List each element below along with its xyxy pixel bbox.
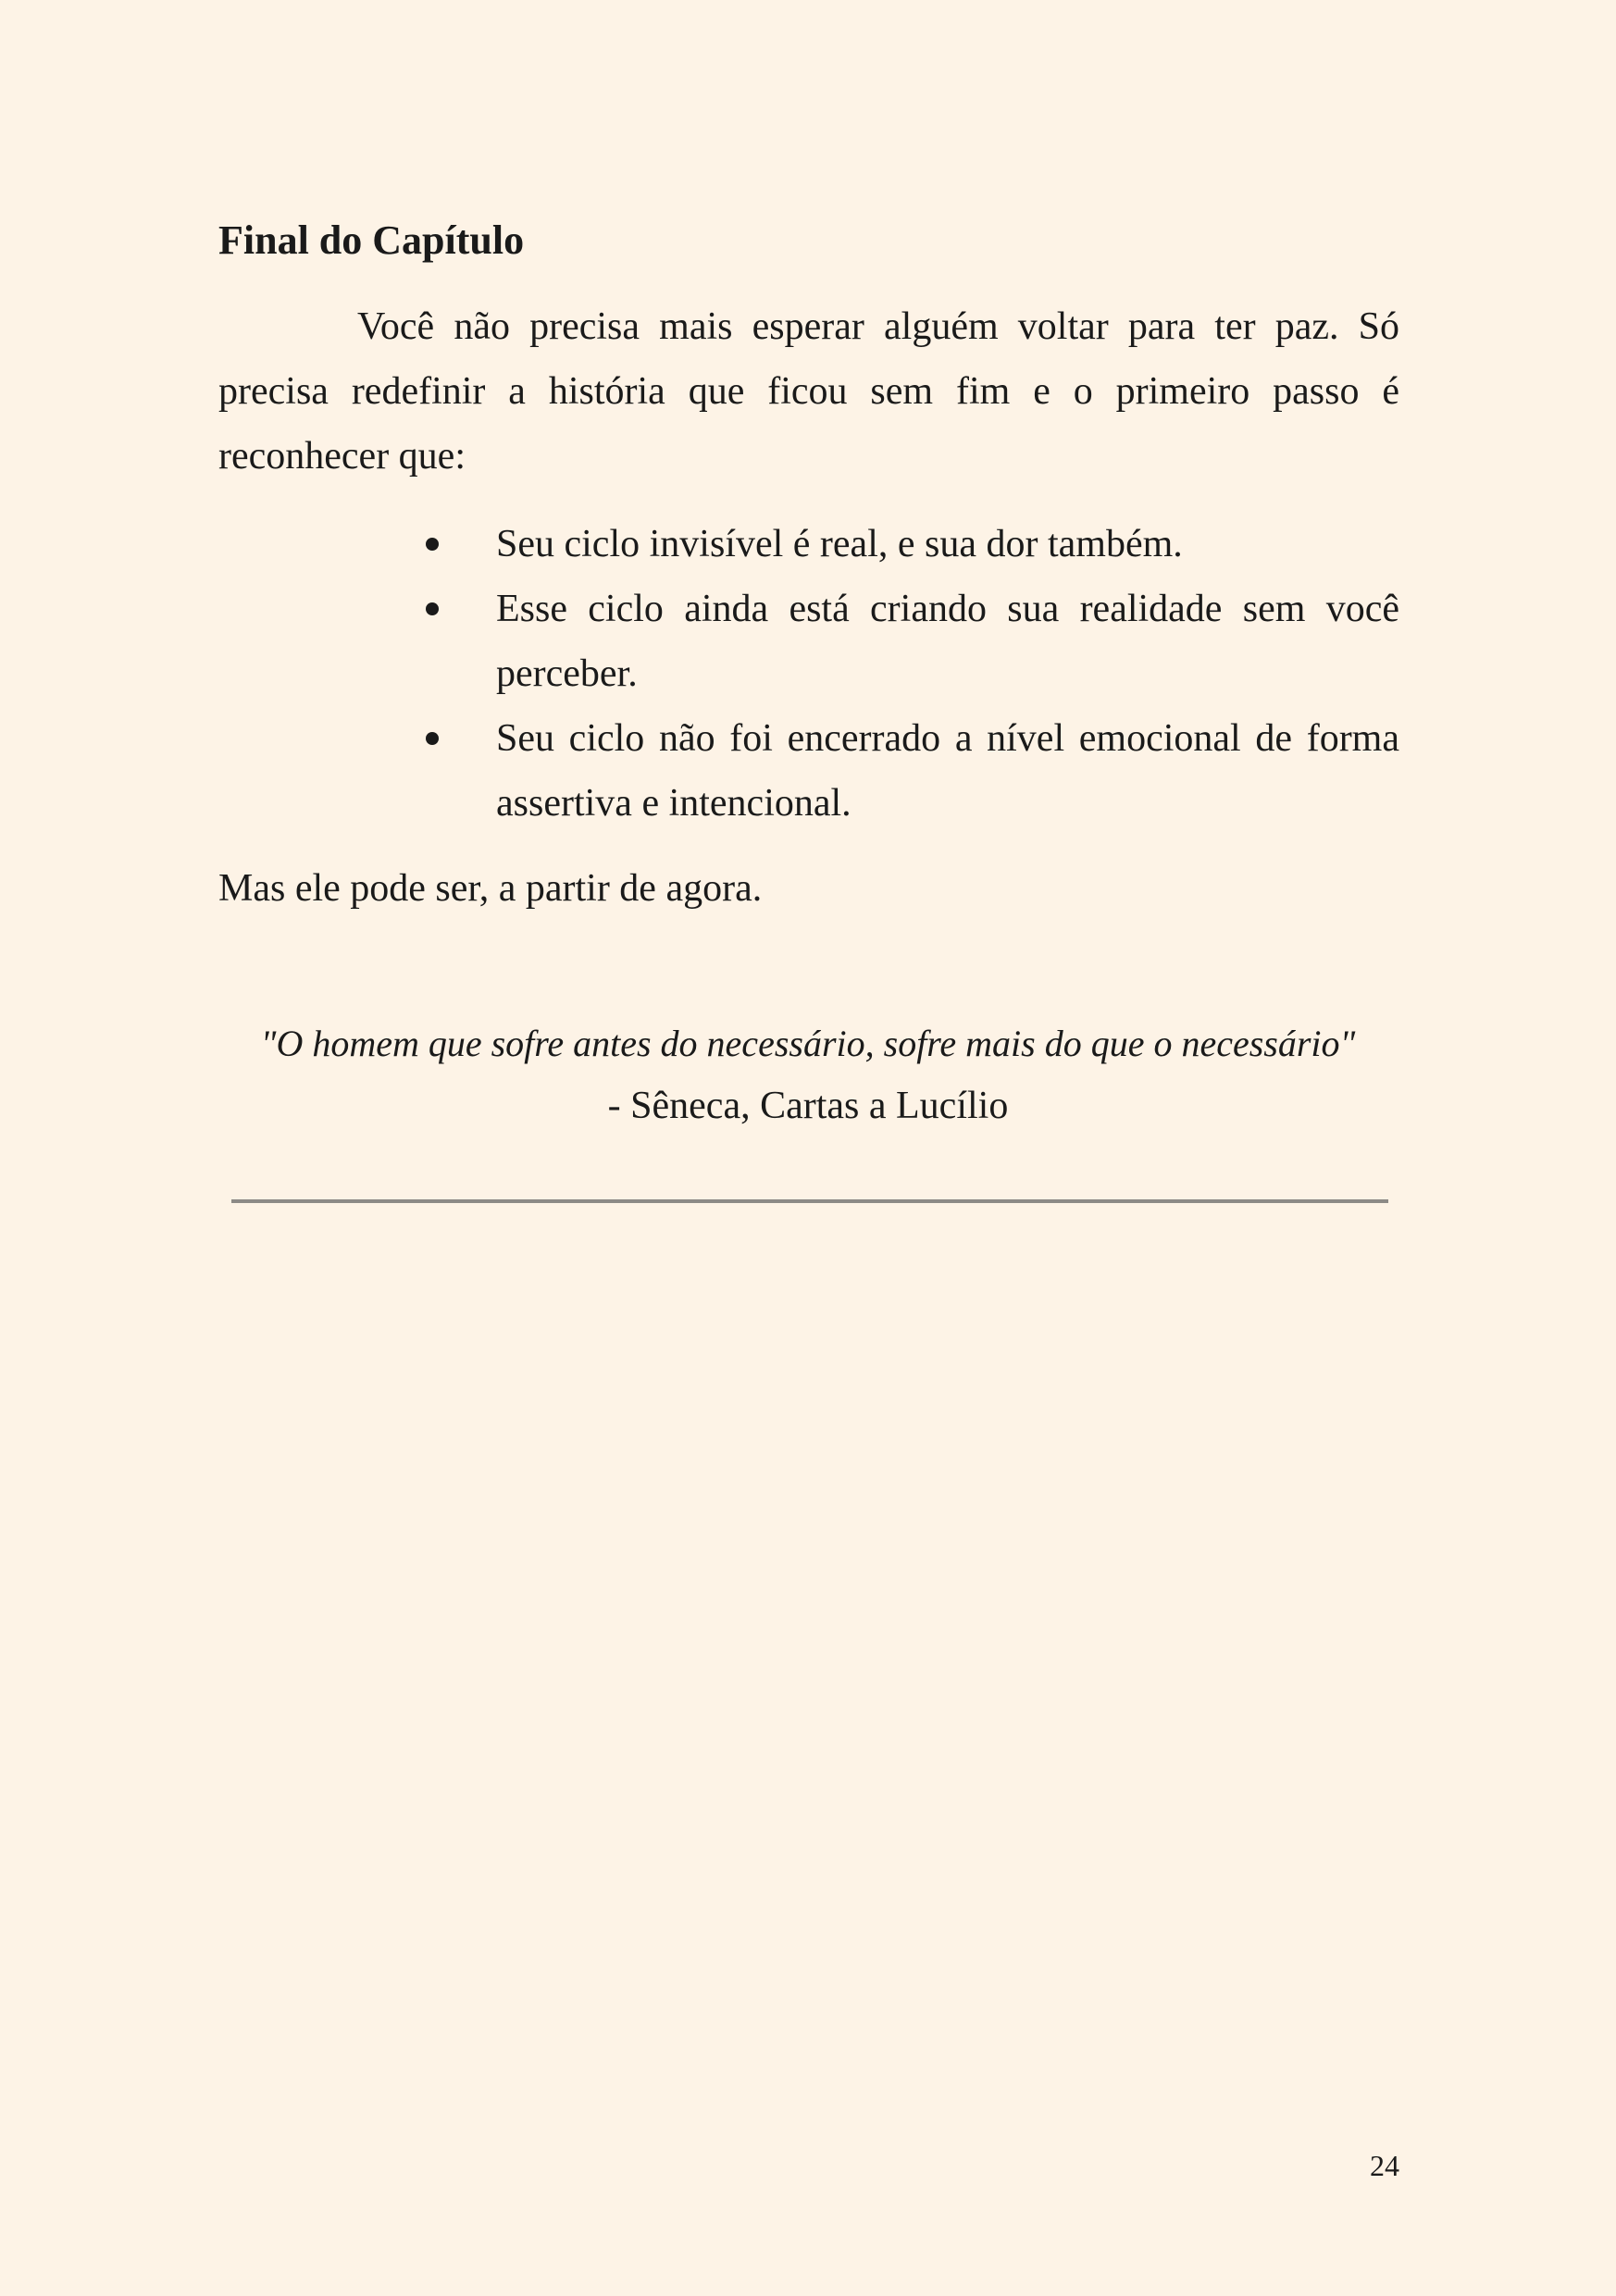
list-item — [422, 577, 1399, 706]
bullet-icon — [426, 732, 439, 745]
list-item-text: Seu ciclo invisível é real, e sua dor também. — [496, 523, 1183, 565]
bullet-icon — [426, 538, 439, 551]
list-item — [422, 512, 1399, 577]
page-number: 24 — [1370, 2149, 1399, 2182]
quote-attribution: - Sêneca, Cartas a Lucílio — [607, 1085, 1009, 1127]
quote-text: "O homem que sofre antes do necessário, sofre mais do que o necessário" — [260, 1023, 1356, 1064]
body-paragraph: Você não precisa mais esperar alguém voltar para ter paz. Só precisa redefinir a história que ficou sem fim e o primeiro passo é reconhecer que: — [218, 305, 1399, 478]
list-item-text: Esse ciclo ainda está criando sua realidade sem você perceber. — [496, 588, 1399, 695]
section-divider — [231, 1199, 1388, 1203]
list-item — [422, 706, 1399, 836]
bullet-list — [422, 512, 1399, 836]
section-heading: Final do Capítulo — [218, 217, 525, 263]
list-item-text: Seu ciclo não foi encerrado a nível emocional de forma assertiva e intencional. — [496, 717, 1399, 825]
closing-sentence: Mas ele pode ser, a partir de agora. — [218, 867, 763, 910]
bullet-icon — [426, 602, 439, 615]
